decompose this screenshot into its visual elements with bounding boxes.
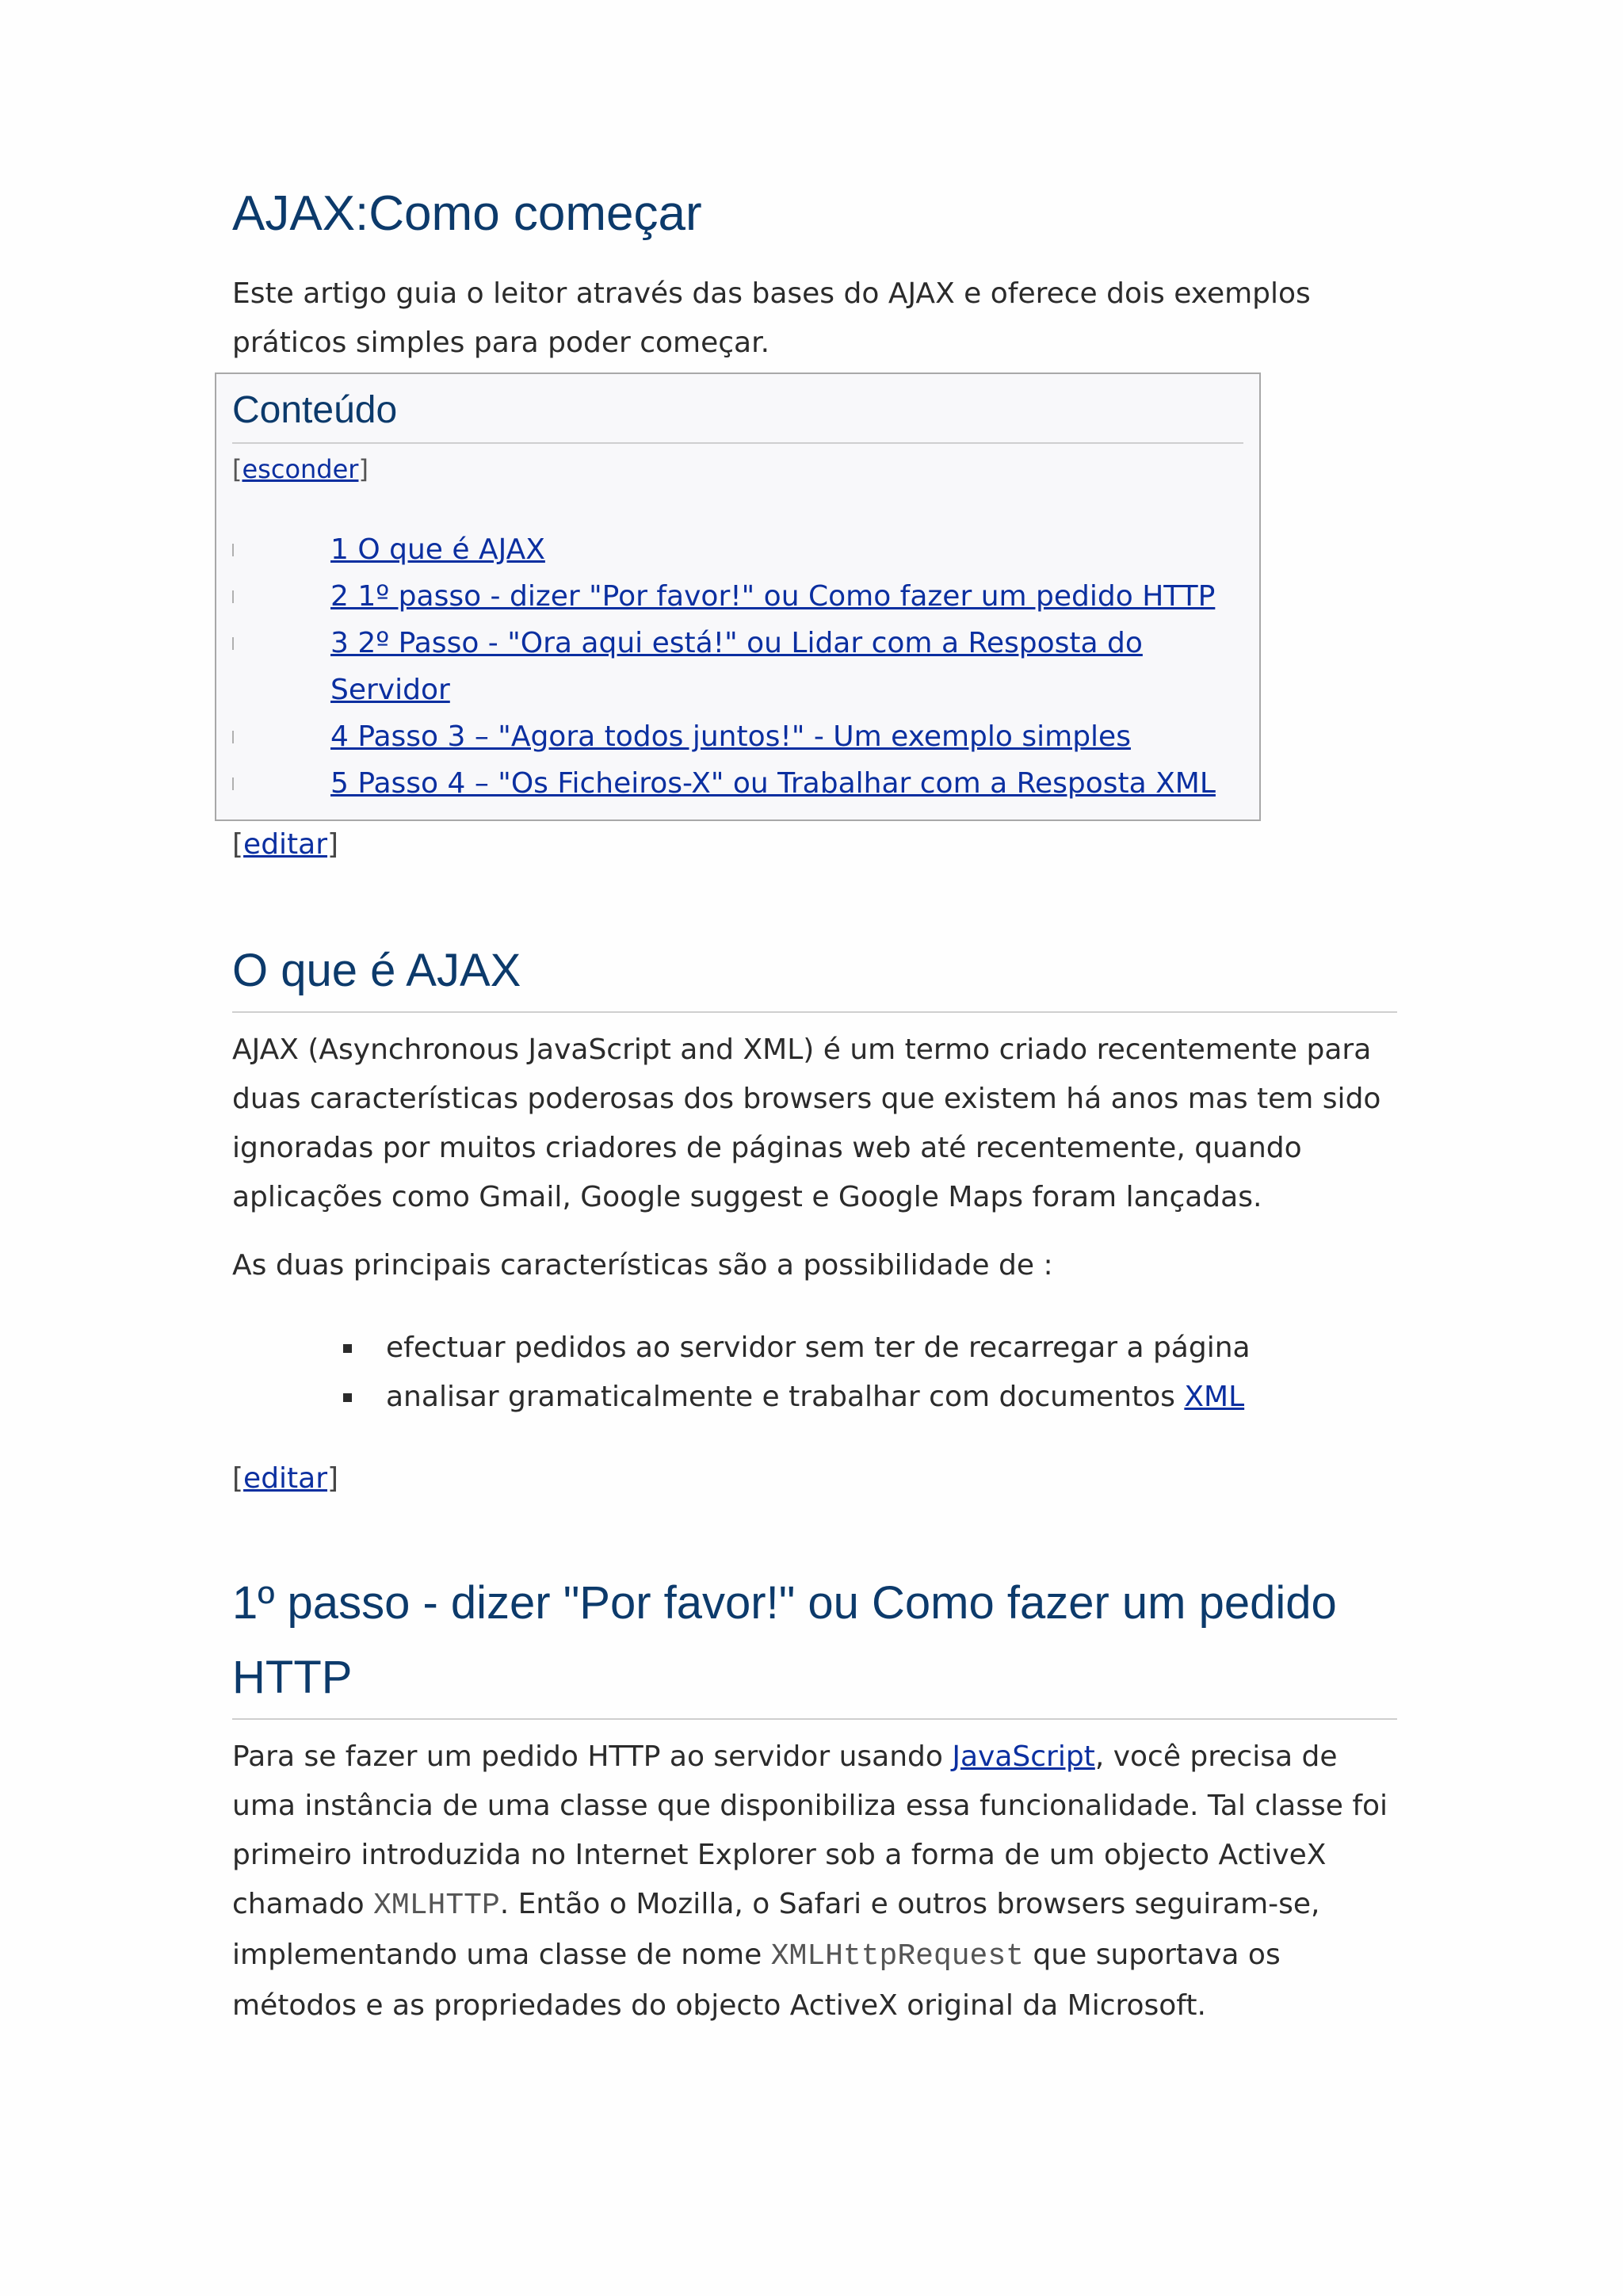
- toc-hide-link[interactable]: esconder: [242, 454, 359, 484]
- bullet-icon: [343, 1393, 352, 1402]
- edit-link[interactable]: editar: [243, 1462, 328, 1495]
- text-span: Para se fazer um pedido HTTP ao servidor usando: [232, 1740, 953, 1773]
- toc-title: Conteúdo: [232, 387, 1243, 444]
- toc-item: [232, 760, 1243, 807]
- edit-close-bracket: ]: [327, 828, 339, 861]
- section-heading-what-is-ajax: O que é AJAX: [232, 934, 1397, 1013]
- toc-tick: [232, 637, 234, 650]
- toc-link-5[interactable]: 5 Passo 4 – "Os Ficheiros-X" ou Trabalhar com a Resposta XML: [330, 767, 1216, 800]
- page-title: AJAX:Como começar: [232, 186, 702, 241]
- toc-toggle-open-bracket: [: [232, 454, 242, 484]
- list-item: [343, 1373, 1397, 1422]
- text-span: que suportava os métodos e as propriedades do objecto ActiveX original da Microsoft.: [232, 1939, 1281, 2022]
- features-list: [232, 1324, 1397, 1422]
- edit-close-bracket: ]: [327, 1462, 339, 1495]
- bullet-icon: [343, 1344, 352, 1353]
- toc-item: [232, 713, 1243, 760]
- toc-tick: [232, 590, 234, 603]
- toc-toggle: [232, 452, 1243, 487]
- intro-paragraph: Este artigo guia o leitor através das bases do AJAX e oferece dois exemplos práticos simples para poder começar.: [232, 277, 1311, 359]
- article: [232, 182, 1397, 2050]
- edit-open-bracket: [: [232, 1462, 244, 1495]
- javascript-link[interactable]: JavaScript: [952, 1740, 1095, 1773]
- edit-open-bracket: [: [232, 828, 244, 861]
- toc-link-4[interactable]: 4 Passo 3 – "Agora todos juntos!" - Um exemplo simples: [330, 720, 1131, 753]
- list-item: [343, 1324, 1397, 1373]
- list-item-text: efectuar pedidos ao servidor sem ter de recarregar a página: [386, 1331, 1251, 1364]
- section-heading-http-request: 1º passo - dizer "Por favor!" ou Como fazer um pedido HTTP: [232, 1566, 1397, 1720]
- text-span: . Então o Mozilla, o Safari e outros browsers seguiram-se, implementando uma classe de nome: [232, 1888, 1320, 1971]
- text-span: , você precisa de uma instância de uma classe que disponibiliza essa funcionalidade. Tal classe foi primeiro introduzida no Internet Explorer sob a forma de um objecto ActiveX chamado: [232, 1740, 1388, 1920]
- toc-item: [232, 620, 1243, 713]
- code-xmlhttp: XMLHTTP: [373, 1889, 500, 1923]
- edit-section-link-2: [232, 1455, 1397, 1503]
- toc-item: [232, 573, 1243, 620]
- toc-tick: [232, 544, 234, 556]
- table-of-contents: [215, 372, 1261, 821]
- edit-section-link-1: [232, 821, 1397, 869]
- list-item-text: analisar gramaticalmente e trabalhar com documentos: [386, 1381, 1185, 1413]
- toc-item: [232, 526, 1243, 573]
- section2-paragraph: [232, 1733, 1397, 2030]
- edit-link[interactable]: editar: [243, 828, 328, 861]
- xml-link[interactable]: XML: [1184, 1381, 1245, 1413]
- code-xmlhttprequest: XMLHttpRequest: [770, 1939, 1024, 1973]
- toc-link-1[interactable]: 1 O que é AJAX: [330, 533, 545, 566]
- toc-tick: [232, 777, 234, 790]
- toc-list: [232, 526, 1243, 807]
- toc-link-2[interactable]: 2 1º passo - dizer "Por favor!" ou Como fazer um pedido HTTP: [330, 580, 1216, 613]
- toc-tick: [232, 731, 234, 743]
- toc-toggle-close-bracket: ]: [358, 454, 369, 484]
- toc-link-3[interactable]: 3 2º Passo - "Ora aqui está!" ou Lidar com a Resposta do Servidor: [330, 627, 1143, 706]
- section1-paragraph-1: AJAX (Asynchronous JavaScript and XML) é um termo criado recentemente para duas características poderosas dos browsers que existem há anos mas tem sido ignoradas por muitos criadores de páginas web até recentemente, quando aplicações como Gmail, Google suggest e Google Maps foram lançadas.: [232, 1033, 1381, 1213]
- section1-paragraph-2: As duas principais características são a possibilidade de :: [232, 1249, 1053, 1282]
